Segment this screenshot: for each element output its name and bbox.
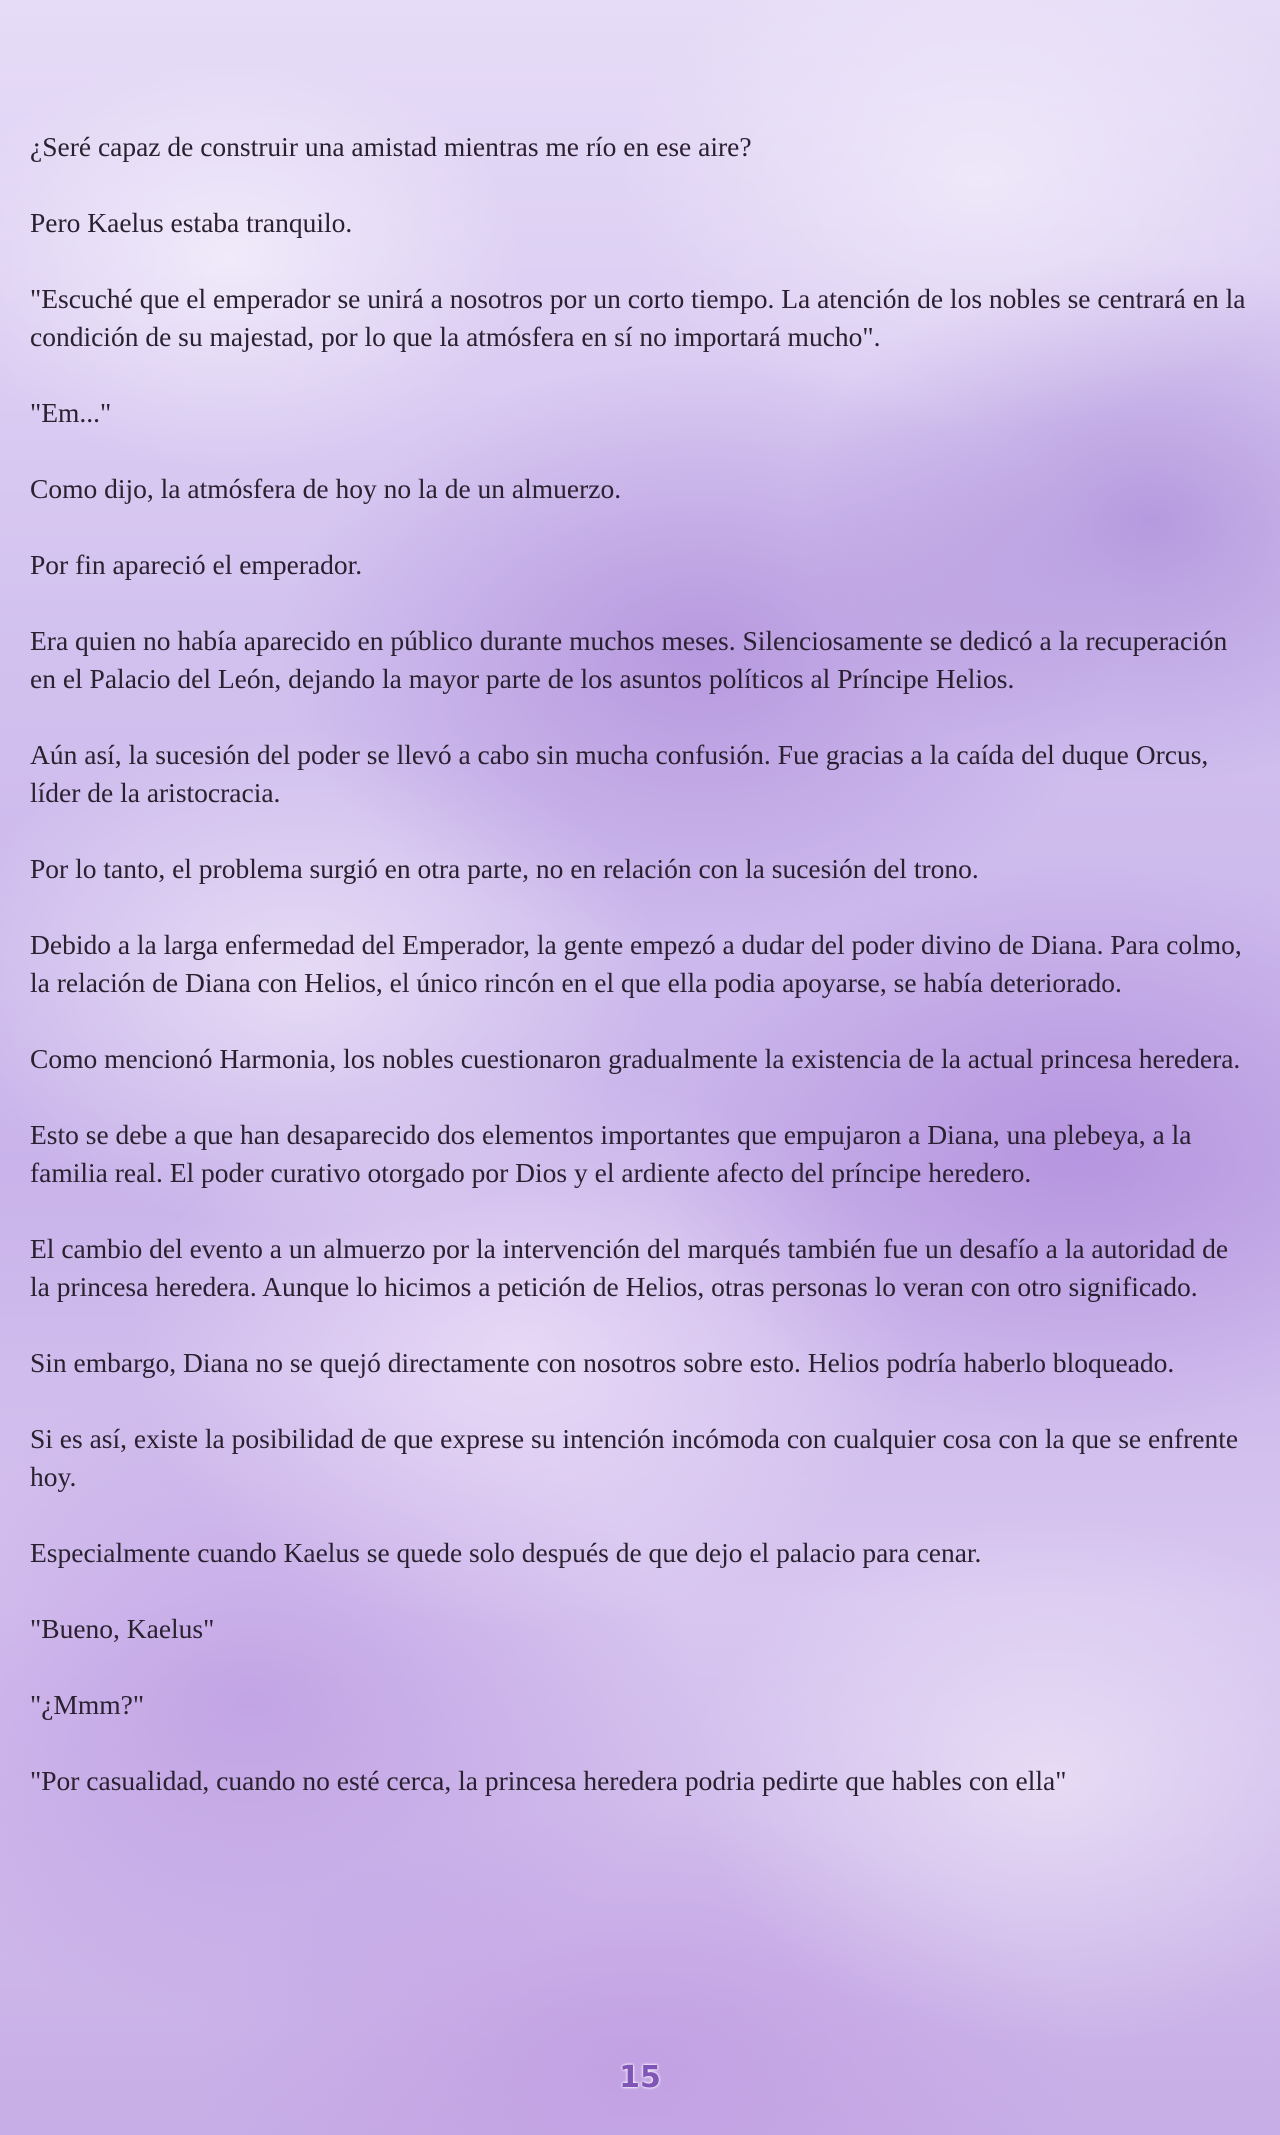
paragraph: Si es así, existe la posibilidad de que exprese su intención incómoda con cualquier cosa con la que se enfrente hoy. bbox=[30, 1423, 1239, 1492]
paragraph: Como dijo, la atmósfera de hoy no la de un almuerzo. bbox=[30, 473, 622, 504]
paragraph: "Bueno, Kaelus" bbox=[30, 1613, 215, 1644]
paragraph: Por lo tanto, el problema surgió en otra parte, no en relación con la sucesión del trono. bbox=[30, 853, 979, 884]
paragraph: Esto se debe a que han desaparecido dos elementos importantes que empujaron a Diana, una plebeya, a la familia real. El poder curativo otorgado por Dios y el ardiente afecto del príncipe heredero. bbox=[30, 1119, 1192, 1188]
paragraph: El cambio del evento a un almuerzo por la intervención del marqués también fue un desafío a la autoridad de la princesa heredera. Aunque lo hicimos a petición de Helios, otras personas lo veran con otro significado. bbox=[30, 1233, 1229, 1302]
paragraph: Debido a la larga enfermedad del Emperador, la gente empezó a dudar del poder divino de Diana. Para colmo, la relación de Diana con Helios, el único rincón en el que ella podia apoyarse, se había deteriorado. bbox=[30, 929, 1242, 998]
paragraph: "¿Mmm?" bbox=[30, 1689, 145, 1720]
paragraph: Sin embargo, Diana no se quejó directamente con nosotros sobre esto. Helios podría haberlo bloqueado. bbox=[30, 1347, 1175, 1378]
paragraph: Pero Kaelus estaba tranquilo. bbox=[30, 207, 353, 238]
paragraph: Aún así, la sucesión del poder se llevó a cabo sin mucha confusión. Fue gracias a la caída del duque Orcus, líder de la aristocracia. bbox=[30, 739, 1209, 808]
paragraph: ¿Seré capaz de construir una amistad mientras me río en ese aire? bbox=[30, 131, 752, 162]
paragraph: Era quien no había aparecido en público durante muchos meses. Silenciosamente se dedicó a la recuperación en el Palacio del León, dejando la mayor parte de los asuntos políticos al Príncipe Helios. bbox=[30, 625, 1228, 694]
paragraph: Como mencionó Harmonia, los nobles cuestionaron gradualmente la existencia de la actual princesa heredera. bbox=[30, 1043, 1241, 1074]
paragraph: "Escuché que el emperador se unirá a nosotros por un corto tiempo. La atención de los nobles se centrará en la condición de su majestad, por lo que la atmósfera en sí no importará mucho". bbox=[30, 283, 1246, 352]
page-number: 15 bbox=[619, 2060, 661, 2095]
paragraph: Especialmente cuando Kaelus se quede solo después de que dejo el palacio para cenar. bbox=[30, 1537, 982, 1568]
page-body bbox=[30, 128, 1250, 1838]
paragraph: "Em..." bbox=[30, 397, 112, 428]
paragraph: "Por casualidad, cuando no esté cerca, la princesa heredera podria pedirte que hables con ella" bbox=[30, 1765, 1067, 1796]
paragraph: Por fin apareció el emperador. bbox=[30, 549, 363, 580]
